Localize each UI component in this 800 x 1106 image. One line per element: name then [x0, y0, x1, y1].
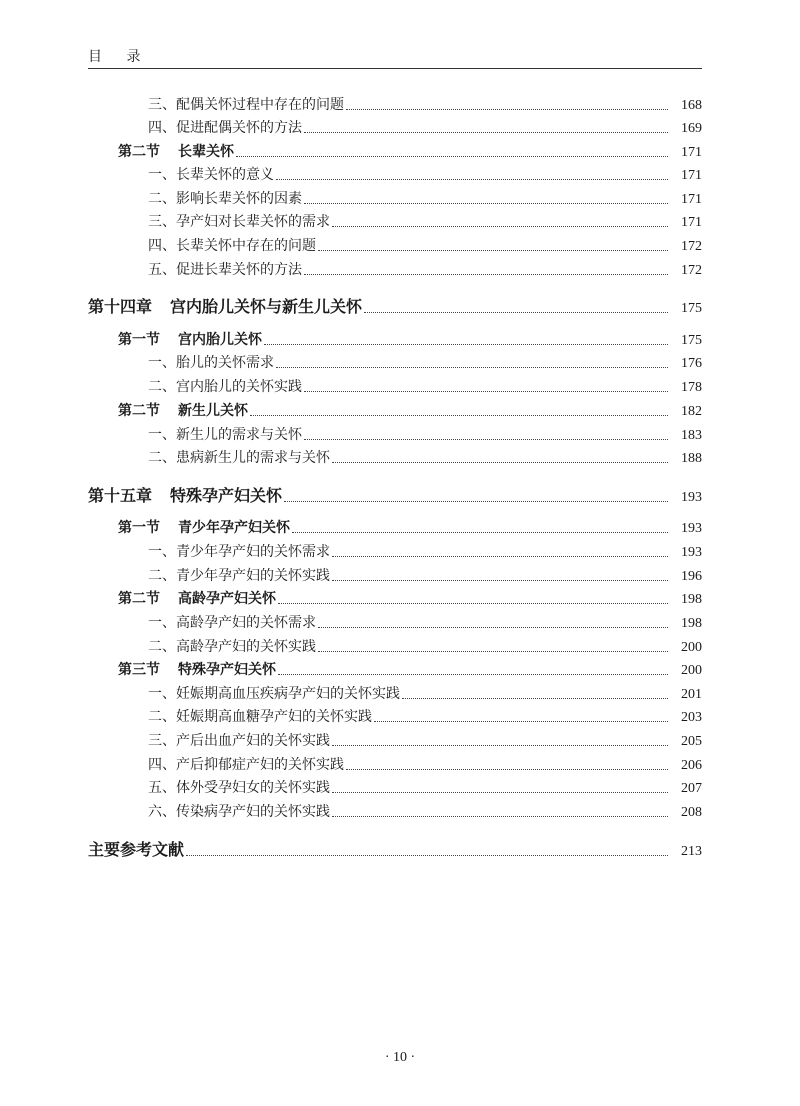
- toc-entry-label: 六、传染病孕产妇的关怀实践: [148, 804, 330, 820]
- dot-leader: [284, 501, 668, 502]
- toc-section[interactable]: [118, 655, 702, 679]
- toc-entry-label: 二、青少年孕产妇的关怀实践: [148, 568, 330, 584]
- toc-page-number: 176: [681, 356, 702, 371]
- toc-entry[interactable]: [148, 750, 702, 774]
- toc-page-number: 175: [681, 333, 702, 348]
- toc-entry-label: 一、新生儿的需求与关怀: [148, 427, 302, 443]
- dot-leader: [304, 274, 668, 275]
- dot-leader: [304, 132, 668, 133]
- section-number: 第一节: [118, 332, 160, 348]
- toc-page-number: 206: [681, 758, 702, 773]
- section-title: 新生儿关怀: [178, 403, 248, 419]
- toc-entry[interactable]: [148, 632, 702, 656]
- toc-entry-label: 一、胎儿的关怀需求: [148, 355, 274, 371]
- toc-entry[interactable]: [148, 90, 702, 114]
- toc-section-label: [118, 329, 262, 349]
- dot-leader: [332, 226, 668, 227]
- toc-page-number: 172: [681, 263, 702, 278]
- toc-page-number: 200: [681, 640, 702, 655]
- dot-leader: [332, 580, 668, 581]
- dot-leader: [304, 203, 668, 204]
- toc-section-label: [118, 588, 276, 608]
- toc-entry-label: 三、配偶关怀过程中存在的问题: [148, 97, 344, 113]
- section-number: 第一节: [118, 520, 160, 536]
- toc-entry[interactable]: [148, 231, 702, 255]
- toc-section-label: [118, 517, 290, 537]
- toc-page-number: 178: [681, 380, 702, 395]
- dot-leader: [364, 312, 668, 313]
- toc-page-number: 203: [681, 710, 702, 725]
- toc-section[interactable]: [118, 513, 702, 537]
- toc-entry-label: 二、宫内胎儿的关怀实践: [148, 379, 302, 395]
- toc-entry-label: 四、长辈关怀中存在的问题: [148, 238, 316, 254]
- dot-leader: [402, 698, 668, 699]
- toc-page-number: 171: [681, 215, 702, 230]
- dot-leader: [278, 674, 668, 675]
- toc-page-number: 168: [681, 98, 702, 113]
- toc-chapter[interactable]: [88, 836, 702, 860]
- toc-entry[interactable]: [148, 608, 702, 632]
- toc-entry[interactable]: [148, 797, 702, 821]
- toc-page-number: 201: [681, 687, 702, 702]
- toc-page-number: 200: [681, 663, 702, 678]
- toc-entry[interactable]: [148, 679, 702, 703]
- toc-entry[interactable]: [148, 726, 702, 750]
- chapter-number: 第十四章: [88, 297, 153, 316]
- toc-chapter-label: [88, 837, 184, 860]
- section-title: 宫内胎儿关怀: [178, 332, 262, 348]
- toc-page-number: 193: [681, 521, 702, 536]
- toc-page-number: 193: [681, 545, 702, 560]
- toc-entry[interactable]: [148, 420, 702, 444]
- toc-page-number: 213: [681, 844, 702, 859]
- toc-entry[interactable]: [148, 561, 702, 585]
- toc-entry[interactable]: [148, 160, 702, 184]
- dot-leader: [276, 367, 668, 368]
- toc-page-number: 172: [681, 239, 702, 254]
- toc-section[interactable]: [118, 137, 702, 161]
- toc-entry-label: 五、体外受孕妇女的关怀实践: [148, 780, 330, 796]
- dot-leader: [374, 721, 668, 722]
- dot-leader: [346, 769, 668, 770]
- toc-page-number: 169: [681, 121, 702, 136]
- toc-entry[interactable]: [148, 372, 702, 396]
- dot-leader: [276, 179, 668, 180]
- toc-page-number: 205: [681, 734, 702, 749]
- toc-entry[interactable]: [148, 537, 702, 561]
- dot-leader: [332, 745, 668, 746]
- toc-entry[interactable]: [148, 348, 702, 372]
- chapter-title: 特殊孕产妇关怀: [170, 486, 283, 505]
- toc-section-label: [118, 659, 276, 679]
- toc-entry-label: 一、长辈关怀的意义: [148, 167, 274, 183]
- dot-leader: [332, 462, 668, 463]
- section-title: 高龄孕产妇关怀: [178, 591, 276, 607]
- page-header: [88, 44, 702, 69]
- toc-page-number: 171: [681, 168, 702, 183]
- toc-entry-label: 二、高龄孕产妇的关怀实践: [148, 639, 316, 655]
- dot-leader: [186, 855, 668, 856]
- section-number: 第二节: [118, 591, 160, 607]
- toc-entry-label: 三、产后出血产妇的关怀实践: [148, 733, 330, 749]
- toc-page-number: 188: [681, 451, 702, 466]
- toc-entry[interactable]: [148, 207, 702, 231]
- toc-entry[interactable]: [148, 773, 702, 797]
- dot-leader: [250, 415, 668, 416]
- toc-section[interactable]: [118, 396, 702, 420]
- toc-entry-label: 四、产后抑郁症产妇的关怀实践: [148, 757, 344, 773]
- toc-page-number: 208: [681, 805, 702, 820]
- toc-entry[interactable]: [148, 113, 702, 137]
- toc-section-label: [118, 400, 248, 420]
- chapter-title: 宫内胎儿关怀与新生儿关怀: [170, 297, 363, 316]
- toc-section[interactable]: [118, 584, 702, 608]
- toc-entry-label: 五、促进长辈关怀的方法: [148, 262, 302, 278]
- chapter-number: 第十五章: [88, 486, 153, 505]
- toc-page-number: 171: [681, 145, 702, 160]
- header-title: 目 录: [88, 49, 151, 65]
- toc-page-number: 207: [681, 781, 702, 796]
- dot-leader: [318, 250, 668, 251]
- toc-page-number: 196: [681, 569, 702, 584]
- section-title: 特殊孕产妇关怀: [178, 662, 276, 678]
- toc-chapter-label: [88, 294, 362, 317]
- toc-page-number: 198: [681, 592, 702, 607]
- toc-entry[interactable]: [148, 184, 702, 208]
- dot-leader: [332, 816, 668, 817]
- section-title: 长辈关怀: [178, 144, 234, 160]
- dot-leader: [332, 792, 668, 793]
- toc-entry-label: 一、高龄孕产妇的关怀需求: [148, 615, 316, 631]
- toc-chapter[interactable]: [88, 293, 702, 317]
- dot-leader: [292, 532, 668, 533]
- dot-leader: [236, 156, 668, 157]
- dot-leader: [318, 651, 668, 652]
- dot-leader: [318, 627, 668, 628]
- section-title: 青少年孕产妇关怀: [178, 520, 290, 536]
- toc-page-number: 171: [681, 192, 702, 207]
- section-number: 第三节: [118, 662, 160, 678]
- dot-leader: [304, 439, 668, 440]
- toc-page-number: 198: [681, 616, 702, 631]
- toc-entry-label: 三、孕产妇对长辈关怀的需求: [148, 214, 330, 230]
- toc-chapter[interactable]: [88, 482, 702, 506]
- toc-entry-label: 二、妊娠期高血糖孕产妇的关怀实践: [148, 709, 372, 725]
- dot-leader: [264, 344, 668, 345]
- toc-entry[interactable]: [148, 702, 702, 726]
- dot-leader: [346, 109, 668, 110]
- toc-chapter-label: [88, 483, 282, 506]
- toc-page-number: 182: [681, 404, 702, 419]
- toc-section-label: [118, 141, 234, 161]
- toc-page-number: 183: [681, 428, 702, 443]
- toc-entry[interactable]: [148, 443, 702, 467]
- dot-leader: [304, 391, 668, 392]
- chapter-number: 主要参考文献: [88, 840, 185, 859]
- toc-entry-label: 四、促进配偶关怀的方法: [148, 120, 302, 136]
- dot-leader: [332, 556, 668, 557]
- toc-page-number: 175: [681, 301, 702, 316]
- toc-entry-label: 一、青少年孕产妇的关怀需求: [148, 544, 330, 560]
- toc-entry[interactable]: [148, 255, 702, 279]
- dot-leader: [278, 603, 668, 604]
- toc-entry-label: 一、妊娠期高血压疾病孕产妇的关怀实践: [148, 686, 400, 702]
- toc-page-number: 193: [681, 490, 702, 505]
- toc-entry-label: 二、患病新生儿的需求与关怀: [148, 450, 330, 466]
- toc-entry-label: 二、影响长辈关怀的因素: [148, 191, 302, 207]
- section-number: 第二节: [118, 403, 160, 419]
- section-number: 第二节: [118, 144, 160, 160]
- toc-section[interactable]: [118, 325, 702, 349]
- page-footer-number: · 10 ·: [384, 1050, 416, 1065]
